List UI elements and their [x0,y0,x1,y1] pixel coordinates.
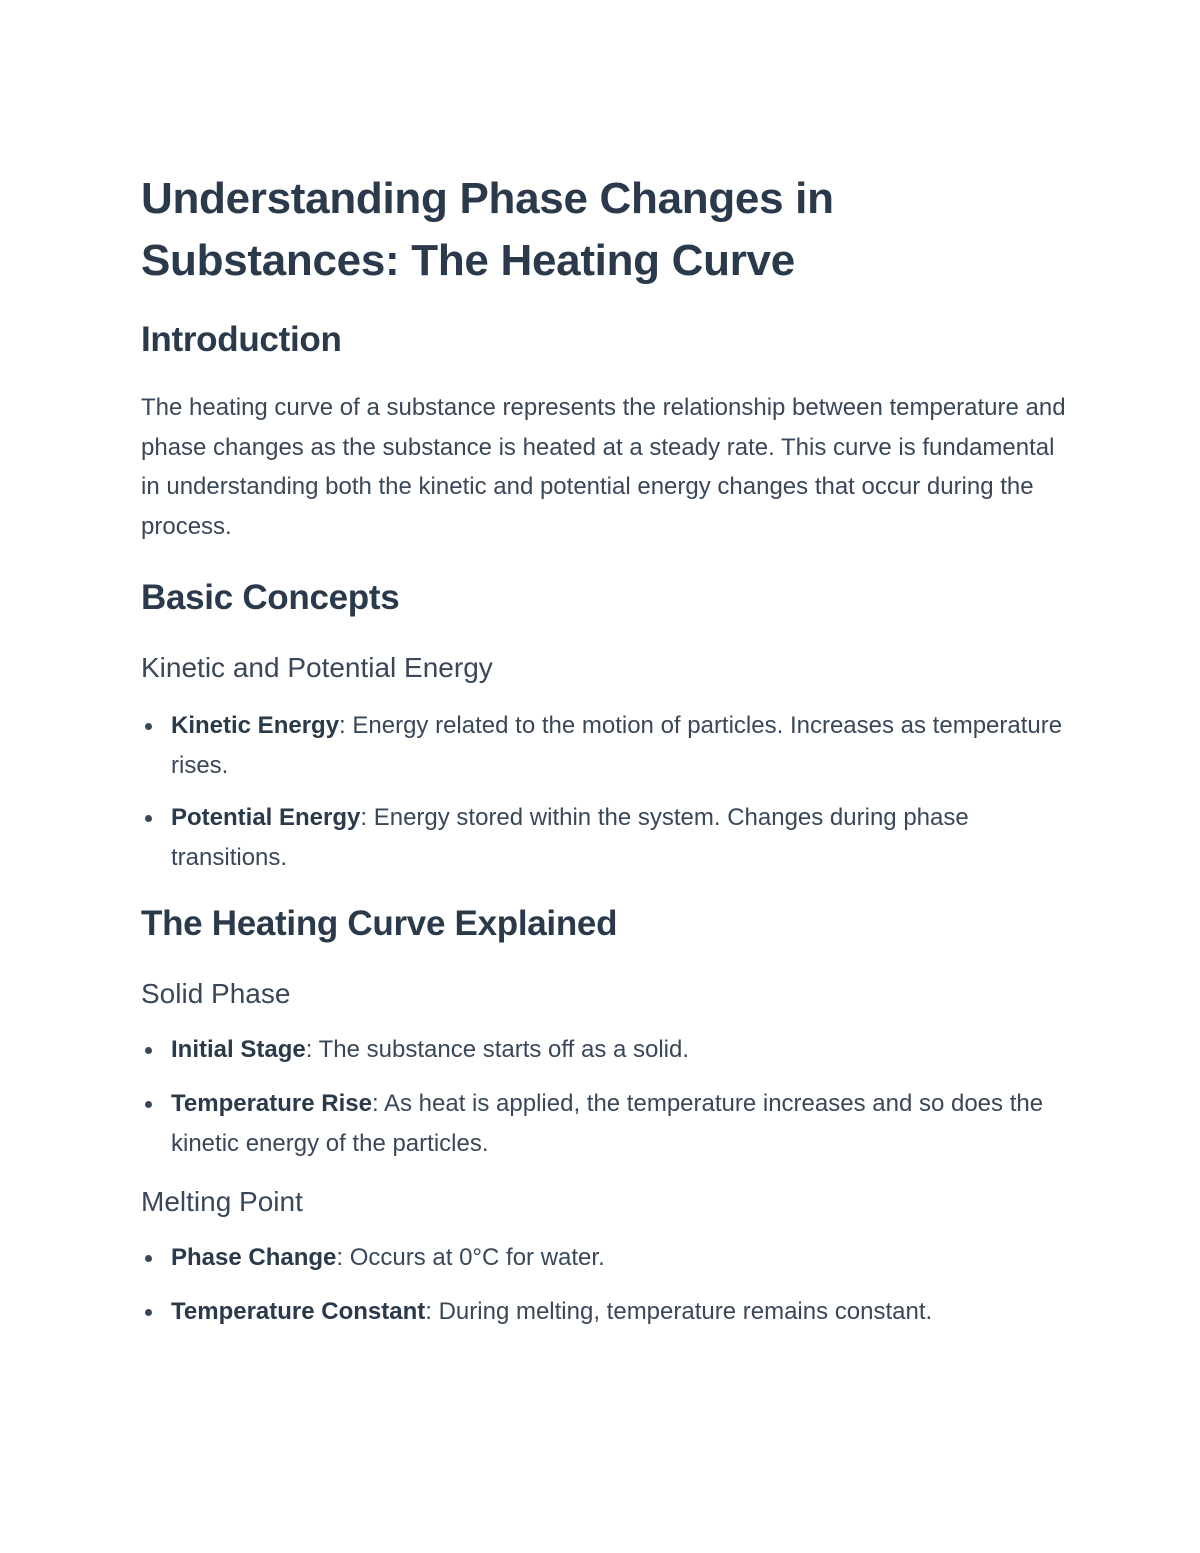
heating-curve-heading: The Heating Curve Explained [141,904,618,943]
list-item-text: : As heat is applied, the temperature increases and so does the kinetic energy of the particles. [171,1090,1044,1157]
list-item [141,706,1071,786]
list-item-term: Phase Change [171,1244,337,1271]
list-item-term: Temperature Rise [171,1090,372,1117]
list-item-text: : The substance starts off as a solid. [305,1036,690,1063]
document-title: Understanding Phase Changes in Substances: The Heating Curve [141,174,834,285]
list-item [141,1238,1071,1278]
list-item-text: : Energy stored within the system. Changes during phase transitions. [171,804,969,871]
list-item-text: : During melting, temperature remains constant. [425,1298,933,1325]
solid-phase-list [141,1030,1071,1164]
kinetic-potential-subheading: Kinetic and Potential Energy [141,652,493,683]
solid-phase-subheading: Solid Phase [141,978,291,1009]
list-item [141,1292,1071,1332]
bullet-icon [145,1309,152,1316]
document-page [141,168,1071,1332]
bullet-icon [145,723,152,730]
melting-point-list [141,1238,1071,1332]
list-item-term: Initial Stage [171,1036,306,1063]
list-item [141,1084,1071,1164]
list-item-term: Potential Energy [171,804,361,831]
list-item-text: : Occurs at 0°C for water. [336,1244,605,1271]
list-item-text: : Energy related to the motion of particles. Increases as temperature rises. [171,712,1063,779]
bullet-icon [145,1255,152,1262]
bullet-icon [145,815,152,822]
introduction-paragraph: The heating curve of a substance represents the relationship between temperature and phase changes as the substance is heated at a steady rate. This curve is fundamental in understanding both the kinetic and potential energy changes that occur during the process. [141,394,1066,540]
basic-concepts-heading: Basic Concepts [141,578,400,617]
list-item-term: Kinetic Energy [171,712,340,739]
introduction-heading: Introduction [141,320,342,359]
list-item [141,1030,1071,1070]
list-item-term: Temperature Constant [171,1298,426,1325]
melting-point-subheading: Melting Point [141,1186,303,1217]
energy-list [141,706,1071,878]
bullet-icon [145,1101,152,1108]
list-item [141,798,1071,878]
bullet-icon [145,1047,152,1054]
